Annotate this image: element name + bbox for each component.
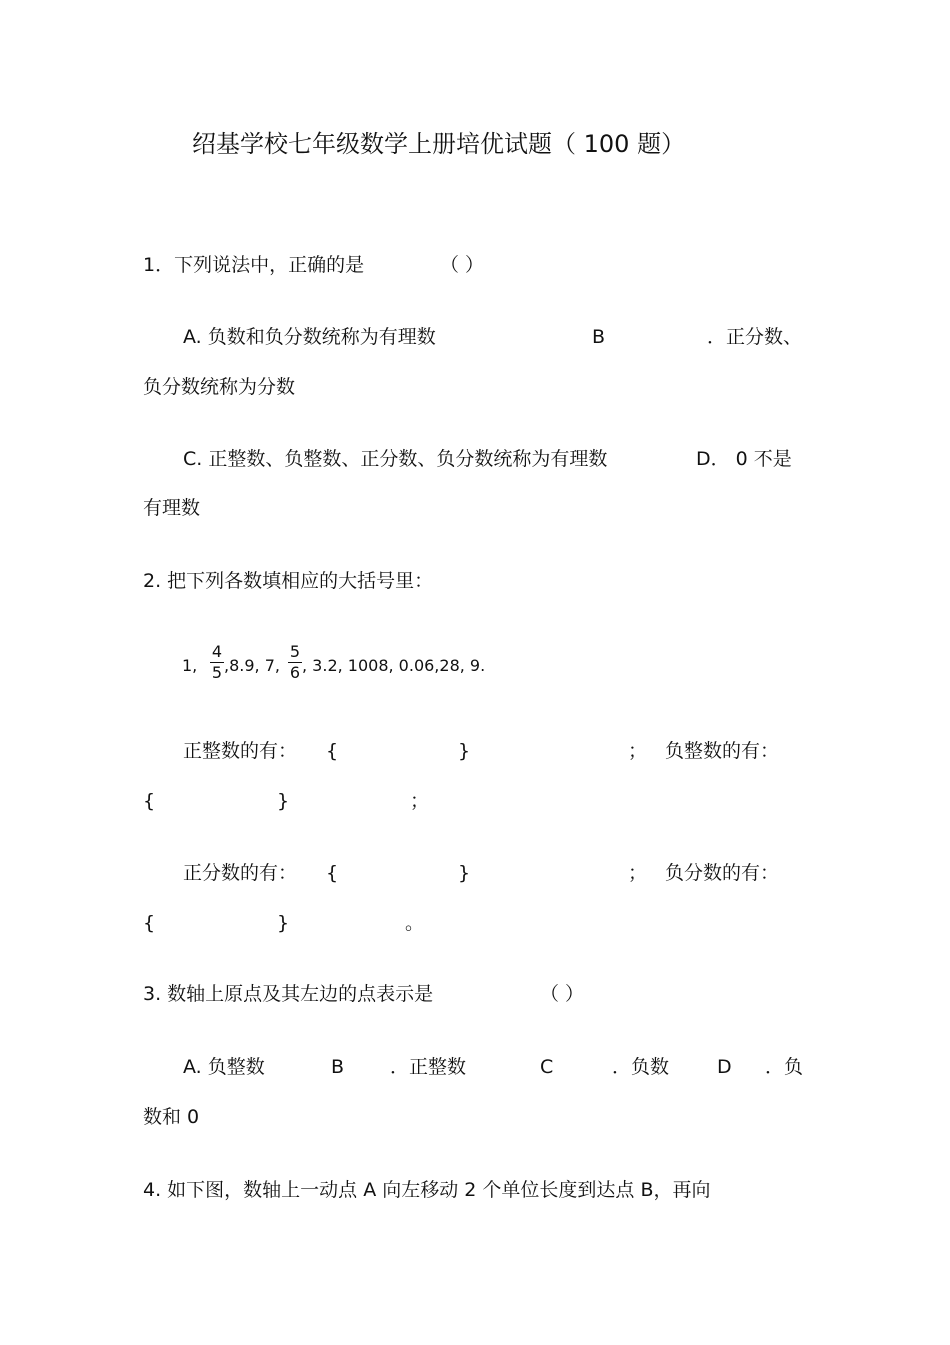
q2-rbrace: } <box>277 912 290 934</box>
q3-option-d-label: D <box>717 1056 732 1078</box>
q1-stem: 1．下列说法中，正确的是 <box>143 254 365 276</box>
q2-lbrace: { <box>326 862 339 884</box>
q2-rbrace: } <box>277 790 290 812</box>
fraction-denominator: 6 <box>289 663 301 682</box>
q1-option-d-cont: 有理数 <box>143 497 201 519</box>
q2-number-1: 1, <box>182 656 198 675</box>
q3-option-d-text: ．负 <box>765 1056 804 1078</box>
q1-option-b-cont: 负分数统称为分数 <box>143 376 296 398</box>
q1-option-b-text: ．正分数、 <box>707 326 803 348</box>
q2-rbrace: } <box>458 862 471 884</box>
q2-semicolon: ； <box>628 740 648 762</box>
q2-lbrace: { <box>143 790 156 812</box>
q2-fraction-5-6 <box>288 643 302 682</box>
page-title: 绍基学校七年级数学上册培优试题（ 100 题） <box>192 130 686 158</box>
q2-rbrace: } <box>458 740 471 762</box>
fraction-denominator: 5 <box>211 663 223 682</box>
q2-numbers-tail: , 3.2, 1008, 0.06,28, 9. <box>302 656 486 675</box>
q1-answer-paren: （ ） <box>440 254 485 276</box>
q3-stem: 3. 数轴上原点及其左边的点表示是 <box>143 983 434 1005</box>
q1-option-d: D． 0 不是 <box>696 448 792 470</box>
q4-stem: 4. 如下图，数轴上一动点 A 向左移动 2 个单位长度到达点 B，再向 <box>143 1179 711 1201</box>
q3-option-d-cont: 数和 0 <box>143 1106 200 1128</box>
q2-semicolon: ； <box>410 790 430 812</box>
q2-period: 。 <box>405 912 425 934</box>
q1-option-b-label: B <box>592 326 606 348</box>
q3-option-c-text: ．负数 <box>612 1056 670 1078</box>
q3-option-c-label: C <box>540 1056 554 1078</box>
q3-answer-paren: （ ） <box>540 983 585 1005</box>
q1-option-c: C. 正整数、负整数、正分数、负分数统称为有理数 <box>183 448 608 470</box>
q1-option-a: A. 负数和负分数统称为有理数 <box>183 326 436 348</box>
q2-negative-integers-label: 负整数的有： <box>665 740 780 762</box>
q2-semicolon: ； <box>628 862 648 884</box>
q2-negative-fractions-label: 负分数的有： <box>665 862 780 884</box>
q3-option-b-text: ．正整数 <box>390 1056 467 1078</box>
q2-lbrace: { <box>143 912 156 934</box>
fraction-numerator: 4 <box>211 642 223 661</box>
q2-stem: 2. 把下列各数填相应的大括号里： <box>143 570 434 592</box>
q2-positive-integers-label: 正整数的有： <box>183 740 298 762</box>
q3-option-b-label: B <box>331 1056 345 1078</box>
fraction-numerator: 5 <box>289 642 301 661</box>
q2-numbers-middle: ,8.9, 7, <box>224 656 280 675</box>
q2-lbrace: { <box>326 740 339 762</box>
q3-option-a: A. 负整数 <box>183 1056 265 1078</box>
q2-fraction-4-5 <box>210 643 224 682</box>
q2-positive-fractions-label: 正分数的有： <box>183 862 298 884</box>
